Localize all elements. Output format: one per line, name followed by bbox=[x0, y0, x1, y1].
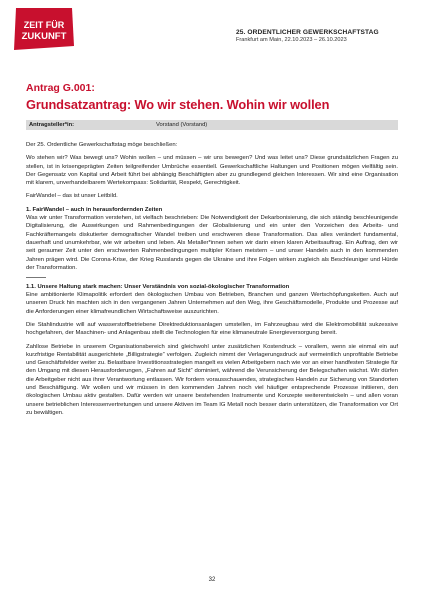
paragraph: Zahllose Betriebe in unserem Organisationsbereich sind gleichwohl unter zusätzlichen Kostendruck – vorallem, wenn sie einmal ein auf kurzfristige Rentabilität ausgerichtete „Billigstrategie“ verfolgen. Zugleich nimmt der Verlagerungsdruck auf vermeintlich unprofitable Betriebe und Geschäftsfelder weiter zu. Belastbare Investitionsstrategien mangelt es vielen Arbeitgebern nach wie vor an einer handfesten Strategie für den Umgang mit diesen Herausforderungen, „Fahren auf Sicht“ dominiert, während die Verunsicherung der Belegschaften wächst. Wir dürfen die Arbeitgeber nicht aus ihrer Verantwortung entlassen. Wir fordern vorausschauendes, strategisches Handeln zur Sicherung von Standorten und Beschäftigung. Wir wollen und wir müssen in den kommenden Jahren noch viel häufiger entsprechende Prozesse initiieren, den ökologischen Umbau aktiv gestalten. Dafür werden wir unsere bestehenden Instrumente und Konzepte weiterentwickeln – und allen voran unsere betrieblichen Interessenvertretungen und unsere Aktiven im Team IG Metall noch besser darin unterstützen, die Transformation vor Ort zu bewältigen. bbox=[26, 343, 398, 416]
paragraph: Was wir unter Transformation verstehen, ist vielfach beschrieben: Die Notwendigkeit der Dekarbonisierung, die sich ständig beschleunigende Digitalisierung, die Auswirkungen und Rahmenbedingungen der Globalisierung und ein unter den Vorzeichen des Arbeits- und Fachkräftemangels diskutierter demografischer Wandel treiben und erschweren diese Transformation. Das alles verändert fundamental, dauerhaft und unumkehrbar, wie wir arbeiten und leben. Als Metaller*innen sehen wir darin einen klaren Arbeitsauftrag. Ein Auftrag, den wir seit geraumer Zeit unter den erschwerten Rahmenbedingungen multipler Krisen meistern – und unser Handeln auch in den kommenden Jahren prägen wird. Die Corona-Krise, der Krieg Russlands gegen die Ukraine und ihre Folgen wirken zugleich als Beschleuniger und Hürde der Transformation. bbox=[26, 215, 398, 271]
section-heading: 1. FairWandel – auch in herausfordernden Zeiten bbox=[26, 206, 163, 213]
antrag-title: Grundsatzantrag: Wo wir stehen. Wohin wir wollen bbox=[26, 97, 330, 112]
intro-paragraph: Der 25. Ordentliche Gewerkschaftstag möge beschließen: bbox=[26, 142, 178, 148]
paragraph: Wo stehen wir? Was bewegt uns? Wohin wollen – und müssen – wir uns bewegen? Und was leitet uns? Diese grundsätzlichen Fragen zu stellen, ist in krisengeprägten Zeiten teilgreifender Umbrüche essentiell. Gewerkschaftliche Haltungen und Positionen mögen vielfältig sein. Der Gegensatz von Kapital und Arbeit führt bei abhängig Beschäftigten aber zu grundlegend gleichen Interessen. Wir sind eine Organisation mit klarem, unverhandelbarem Wertekompass: Solidarität, Respekt, Gerechtigkeit. bbox=[26, 155, 398, 187]
applicant-value: Vorstand (Vorstand) bbox=[156, 122, 208, 128]
paragraph: Die Stahlindustrie will auf wasserstoffbetriebene Direktreduktionsanlagen umstellen, im Fahrzeugbau wird die Elektromobilität sukzessive hochgefahren, der Maschinen- und Anlagenbau stellt die Technologien für eine klimaneutrale Energieversorgung bereit. bbox=[26, 321, 398, 337]
section-divider bbox=[26, 277, 46, 278]
paragraph: Eine ambitionierte Klimapolitik erfordert den ökologischen Umbau von Betrieben, Branchen und ganzen Wertschöpfungsketten. Auch auf unseren Druck hin machten sich in den vergangenen Jahren Unternehmen auf den Weg, ihre Geschäftsmodelle, Produkte und Prozesse auf die Anforderungen einer klimafreundlichen Wirtschaftsweise auszurichten. bbox=[26, 292, 398, 315]
applicant-bar bbox=[26, 120, 398, 130]
document-body bbox=[26, 141, 398, 422]
page-number: 32 bbox=[208, 577, 216, 583]
zeit-fuer-zukunft-logo bbox=[12, 6, 76, 52]
event-place-date: Frankfurt am Main, 22.10.2023 – 26.10.2023 bbox=[236, 37, 347, 43]
logo-line-2: ZUKUNFT bbox=[21, 31, 67, 42]
event-title: 25. ORDENTLICHER GEWERKSCHAFTSTAG bbox=[236, 29, 379, 36]
logo-line-1: ZEIT FÜR bbox=[23, 20, 65, 30]
event-info bbox=[236, 29, 396, 43]
subsection-heading: 1.1. Unsere Haltung stark machen: Unser Verständnis von sozial-ökologischer Transformation bbox=[26, 283, 290, 290]
applicant-label: Antragsteller*in: bbox=[29, 122, 75, 128]
antrag-number: Antrag G.001: bbox=[26, 82, 95, 94]
paragraph: FairWandel – das ist unser Leitbild. bbox=[26, 193, 118, 200]
